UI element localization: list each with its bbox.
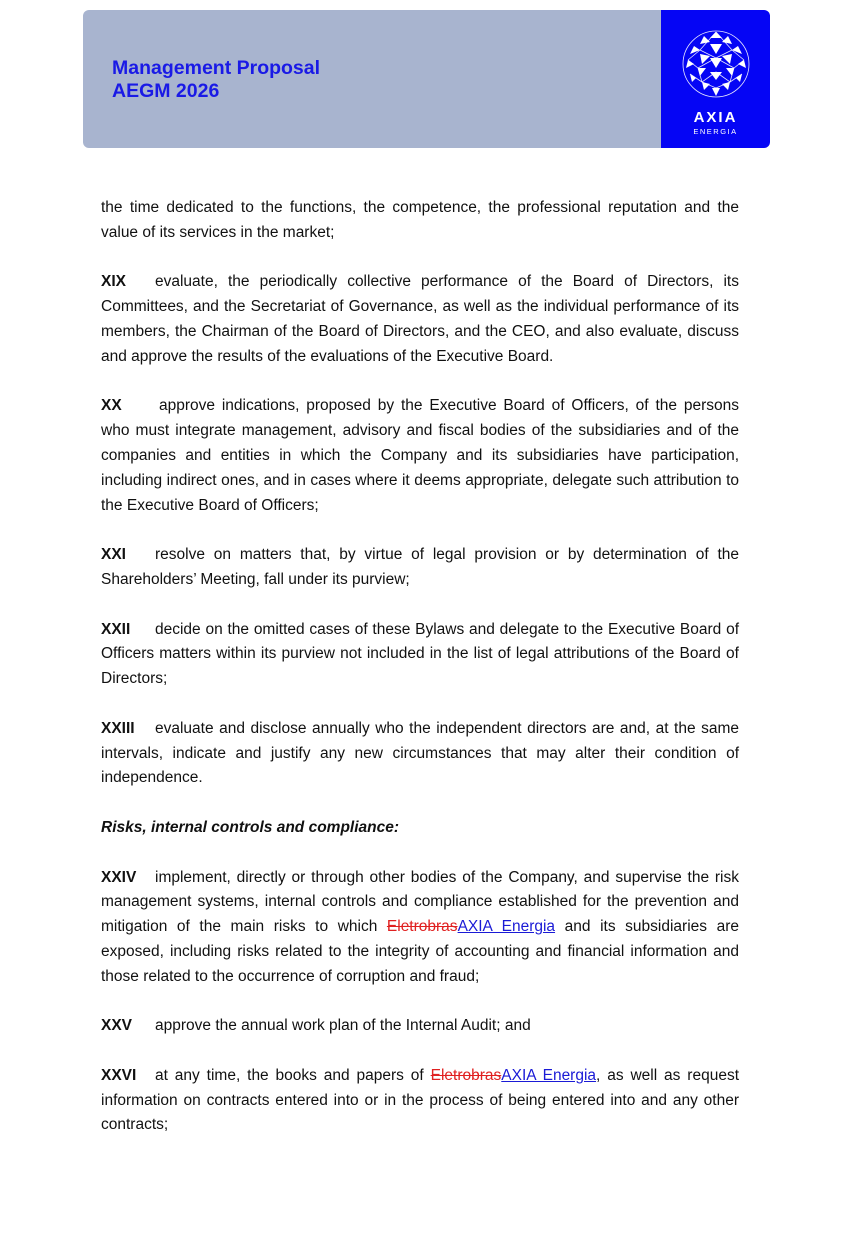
item-number: XX (101, 397, 122, 415)
company-logo (661, 10, 770, 148)
item-number: XXVI (101, 1066, 137, 1084)
item-text: approve the annual work plan of the Internal Audit; and (155, 1017, 531, 1035)
item-xxii (101, 618, 739, 692)
item-xxi (101, 543, 739, 593)
logo-wordmark: AXIA (693, 109, 738, 126)
item-number: XXIII (101, 719, 135, 737)
item-text: approve indications, proposed by the Executive Board of Officers, of the persons who must integrate management, advisory and fiscal bodies of the subsidiaries and of the companies and entities in which the Company and its subsidiaries have participation, including indirect ones, and in cases where it deems appropriate, delegate such attribution to the Executive Board of Officers; (101, 397, 739, 514)
inserted-text: AXIA Energia (457, 918, 556, 936)
item-text-after: , as well as request information on contracts entered into or in the process of being entered into and any other contracts; (101, 1066, 739, 1134)
item-xxv (101, 1014, 739, 1039)
globe-logo-icon (680, 28, 752, 100)
item-number: XXII (101, 620, 131, 638)
item-number: XXV (101, 1017, 133, 1035)
item-xxiii (101, 717, 739, 791)
intro-paragraph: the time dedicated to the functions, the competence, the professional reputation and the value of its services in the market; (101, 199, 739, 241)
title-line-2: AEGM 2026 (112, 80, 220, 102)
section-heading: Risks, internal controls and compliance: (101, 818, 400, 836)
item-text-before: implement, directly or through other bodies of the Company, and supervise the risk management systems, internal controls and compliance established for the prevention and mitigation of the main risks to which (101, 868, 739, 936)
logo-subtitle: ENERGIA (693, 127, 738, 136)
item-number: XXIV (101, 868, 137, 886)
item-xxiv (101, 866, 739, 990)
item-xxvi (101, 1064, 739, 1138)
item-text: decide on the omitted cases of these Bylaws and delegate to the Executive Board of Officers matters within its purview not included in the list of legal attributions of the Board of Directors; (101, 620, 739, 688)
item-text: evaluate, the periodically collective performance of the Board of Directors, its Committees, and the Secretariat of Governance, as well as the individual performance of its members, the Chairman of the Board of Directors, and the CEO, and also evaluate, discuss and approve the results of the evaluations of the Executive Board. (101, 273, 739, 365)
document-body (101, 196, 739, 1163)
item-xix (101, 270, 739, 369)
document-title (112, 57, 320, 103)
item-number: XXI (101, 546, 126, 564)
deleted-text: Eletrobras (386, 918, 458, 936)
item-xx (101, 394, 739, 518)
item-text-before: at any time, the books and papers of (155, 1066, 431, 1084)
item-number: XIX (101, 273, 126, 291)
inserted-text: AXIA Energia (501, 1066, 597, 1084)
deleted-text: Eletrobras (430, 1066, 502, 1084)
item-text: resolve on matters that, by virtue of legal provision or by determination of the Shareholders’ Meeting, fall under its purview; (101, 546, 739, 588)
item-text-after: and its subsidiaries are exposed, including risks related to the integrity of accounting and financial information and those related to the occurrence of corruption and fraud; (101, 918, 739, 985)
item-text: evaluate and disclose annually who the independent directors are and, at the same intervals, indicate and justify any new circumstances that may alter their condition of independence. (101, 719, 739, 787)
title-line-1: Management Proposal (112, 57, 321, 79)
